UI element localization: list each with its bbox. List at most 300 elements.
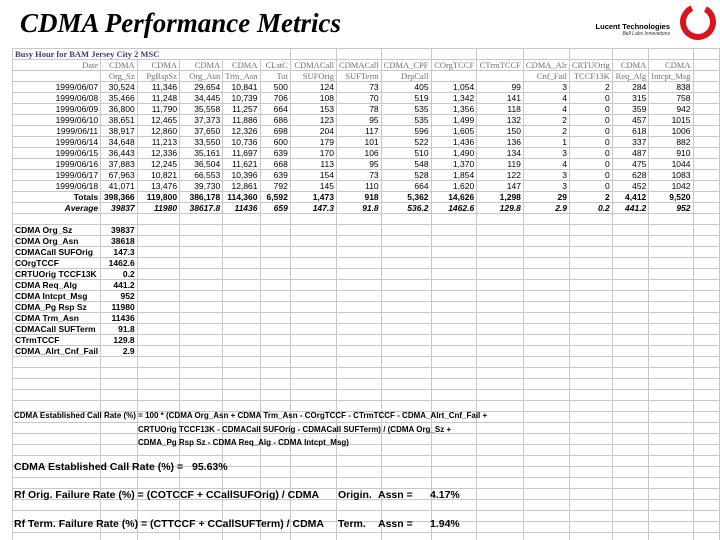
empty-cell (13, 390, 101, 401)
empty-cell (612, 324, 649, 335)
table-cell: 522 (381, 137, 431, 148)
empty-cell (381, 280, 431, 291)
empty-cell (381, 313, 431, 324)
empty-cell (101, 434, 138, 445)
table-cell: 10,736 (223, 137, 260, 148)
table-cell: 1999/06/09 (13, 104, 101, 115)
empty-cell (13, 445, 101, 456)
table-cell: 11,697 (223, 148, 260, 159)
empty-cell (381, 390, 431, 401)
empty-cell (523, 49, 569, 60)
totals-cell: 6,592 (260, 192, 290, 203)
empty-cell (570, 247, 613, 258)
empty-cell (381, 302, 431, 313)
summary-label: CDMA Org_Sz (13, 225, 101, 236)
empty-cell (693, 247, 720, 258)
empty-cell (336, 401, 381, 412)
empty-cell (180, 214, 223, 225)
column-header: Org_Asn (180, 71, 223, 82)
totals-cell: 9,520 (649, 192, 693, 203)
empty-cell (693, 511, 720, 522)
empty-cell (260, 467, 290, 478)
empty-cell (137, 258, 179, 269)
empty-cell (523, 368, 569, 379)
empty-cell (570, 335, 613, 346)
empty-cell (477, 401, 524, 412)
empty-cell (180, 280, 223, 291)
empty-cell (180, 478, 223, 489)
empty-cell (570, 522, 613, 533)
empty-cell (223, 247, 260, 258)
table-cell: 596 (381, 126, 431, 137)
empty-cell (649, 225, 693, 236)
table-cell: 2 (523, 115, 569, 126)
empty-cell (137, 291, 179, 302)
empty-cell (290, 49, 336, 60)
empty-cell (137, 533, 179, 540)
empty-cell (137, 236, 179, 247)
summary-label: CRTUOrig TCCF13K (13, 269, 101, 280)
table-cell: 38,651 (101, 115, 138, 126)
summary-value: 0.2 (101, 269, 138, 280)
empty-cell (13, 357, 101, 368)
blank-row (13, 445, 720, 456)
empty-cell (13, 500, 101, 511)
empty-cell (693, 456, 720, 467)
empty-cell (381, 291, 431, 302)
column-header (13, 71, 101, 82)
empty-cell (381, 401, 431, 412)
summary-label: CDMA Org_Asn (13, 236, 101, 247)
empty-cell (693, 280, 720, 291)
empty-cell (612, 423, 649, 434)
table-cell: 3 (523, 82, 569, 93)
empty-cell (223, 225, 260, 236)
empty-cell (336, 280, 381, 291)
table-cell: 10,841 (223, 82, 260, 93)
empty-cell (381, 368, 431, 379)
empty-cell (381, 445, 431, 456)
empty-cell (336, 49, 381, 60)
empty-cell (223, 302, 260, 313)
empty-cell (260, 390, 290, 401)
empty-cell (523, 236, 569, 247)
table-cell: 73 (336, 170, 381, 181)
empty-cell (570, 434, 613, 445)
table-cell: 95 (336, 115, 381, 126)
empty-cell (180, 335, 223, 346)
empty-cell (336, 291, 381, 302)
empty-cell (336, 456, 381, 467)
empty-cell (477, 434, 524, 445)
column-header: CRTUOrig (570, 60, 613, 71)
empty-cell (570, 214, 613, 225)
empty-cell (570, 346, 613, 357)
empty-cell (260, 280, 290, 291)
empty-cell (693, 313, 720, 324)
column-header: TCCF13K (570, 71, 613, 82)
table-cell: 3 (523, 181, 569, 192)
average-cell: 441.2 (612, 203, 649, 214)
empty-cell (570, 401, 613, 412)
table-cell: 70 (336, 93, 381, 104)
empty-cell (570, 379, 613, 390)
table-row (13, 82, 720, 93)
empty-cell (381, 357, 431, 368)
table-cell: 11,346 (137, 82, 179, 93)
blank-row (13, 214, 720, 225)
empty-cell (431, 401, 477, 412)
blank-row (13, 379, 720, 390)
empty-cell (431, 533, 477, 540)
table-cell: 3 (523, 148, 569, 159)
empty-cell (137, 247, 179, 258)
empty-cell (523, 401, 569, 412)
table-cell: 0 (570, 159, 613, 170)
table-cell: 170 (290, 148, 336, 159)
empty-cell (570, 456, 613, 467)
empty-cell (223, 357, 260, 368)
empty-cell (431, 269, 477, 280)
empty-cell (137, 401, 179, 412)
empty-cell (180, 390, 223, 401)
empty-cell (612, 533, 649, 540)
summary-value: 952 (101, 291, 138, 302)
table-cell: 34,648 (101, 137, 138, 148)
empty-cell (693, 148, 720, 159)
table-cell: 37,650 (180, 126, 223, 137)
empty-cell (649, 258, 693, 269)
empty-cell (431, 478, 477, 489)
table-cell: 12,326 (223, 126, 260, 137)
column-header: Org_Sz (101, 71, 138, 82)
table-row (13, 148, 720, 159)
empty-cell (13, 214, 101, 225)
empty-cell (523, 379, 569, 390)
empty-cell (223, 214, 260, 225)
totals-cell: 14,626 (431, 192, 477, 203)
table-cell: 337 (612, 137, 649, 148)
table-cell: 910 (649, 148, 693, 159)
empty-cell (570, 412, 613, 423)
empty-cell (180, 258, 223, 269)
table-cell: 1,436 (431, 137, 477, 148)
average-cell: Average (13, 203, 101, 214)
summary-label: CTrmTCCF (13, 335, 101, 346)
table-cell: 1999/06/14 (13, 137, 101, 148)
empty-cell (612, 357, 649, 368)
table-cell: 99 (477, 82, 524, 93)
empty-cell (570, 478, 613, 489)
table-cell: 706 (260, 93, 290, 104)
empty-cell (612, 280, 649, 291)
column-header: SUFOrig (290, 71, 336, 82)
empty-cell (431, 456, 477, 467)
empty-cell (431, 280, 477, 291)
table-cell: 38,917 (101, 126, 138, 137)
table-cell: 664 (381, 181, 431, 192)
empty-cell (693, 203, 720, 214)
empty-cell (649, 445, 693, 456)
empty-cell (693, 71, 720, 82)
summary-row (13, 225, 720, 236)
empty-cell (649, 302, 693, 313)
empty-cell (612, 445, 649, 456)
empty-cell (180, 247, 223, 258)
table-cell: 838 (649, 82, 693, 93)
table-cell: 78 (336, 104, 381, 115)
column-header: PgRspSz (137, 71, 179, 82)
empty-cell (523, 302, 569, 313)
empty-cell (101, 423, 138, 434)
empty-cell (431, 390, 477, 401)
empty-cell (101, 390, 138, 401)
empty-cell (431, 434, 477, 445)
empty-cell (570, 467, 613, 478)
column-header: CDMACall (336, 60, 381, 71)
empty-cell (180, 357, 223, 368)
average-cell: 1462.6 (431, 203, 477, 214)
empty-cell (477, 225, 524, 236)
table-cell: 3 (523, 170, 569, 181)
empty-cell (477, 390, 524, 401)
empty-cell (649, 280, 693, 291)
empty-cell (101, 478, 138, 489)
empty-cell (649, 423, 693, 434)
empty-cell (570, 291, 613, 302)
empty-cell (381, 214, 431, 225)
table-cell: 284 (612, 82, 649, 93)
empty-cell (13, 379, 101, 390)
empty-cell (649, 313, 693, 324)
empty-cell (693, 258, 720, 269)
table-cell: 37,883 (101, 159, 138, 170)
table-cell: 1,356 (431, 104, 477, 115)
empty-cell (693, 302, 720, 313)
empty-cell (431, 335, 477, 346)
empty-cell (101, 401, 138, 412)
empty-cell (223, 324, 260, 335)
table-cell: 41,071 (101, 181, 138, 192)
empty-cell (523, 357, 569, 368)
table-cell: 359 (612, 104, 649, 115)
empty-cell (570, 533, 613, 540)
empty-cell (649, 434, 693, 445)
summary-row (13, 291, 720, 302)
empty-cell (336, 533, 381, 540)
empty-cell (260, 357, 290, 368)
empty-cell (223, 335, 260, 346)
empty-cell (381, 346, 431, 357)
table-cell: 34,445 (180, 93, 223, 104)
empty-cell (649, 467, 693, 478)
table-cell: 147 (477, 181, 524, 192)
empty-cell (180, 401, 223, 412)
empty-cell (290, 291, 336, 302)
empty-cell (570, 357, 613, 368)
column-header: CDMA (180, 60, 223, 71)
table-cell: 113 (290, 159, 336, 170)
column-header: SUFTerm (336, 71, 381, 82)
empty-cell (290, 225, 336, 236)
empty-cell (477, 302, 524, 313)
summary-value: 39837 (101, 225, 138, 236)
table-cell: 1999/06/10 (13, 115, 101, 126)
empty-cell (381, 324, 431, 335)
empty-cell (431, 258, 477, 269)
blank-row (13, 478, 720, 489)
empty-cell (381, 500, 431, 511)
summary-value: 91.8 (101, 324, 138, 335)
empty-cell (523, 291, 569, 302)
empty-cell (570, 269, 613, 280)
empty-cell (260, 346, 290, 357)
formula-line-3: CDMA_Pg Rsp Sz - CDMA Req_Alg - CDMA Intcpt_Msg) (138, 438, 349, 447)
empty-cell (381, 478, 431, 489)
summary-row (13, 335, 720, 346)
empty-cell (223, 478, 260, 489)
table-cell: 628 (612, 170, 649, 181)
table-row (13, 104, 720, 115)
empty-cell (431, 324, 477, 335)
table-cell: 0 (570, 126, 613, 137)
table-row (13, 93, 720, 104)
table-cell: 35,558 (180, 104, 223, 115)
empty-cell (523, 511, 569, 522)
totals-cell: 2 (570, 192, 613, 203)
empty-cell (336, 357, 381, 368)
empty-cell (612, 291, 649, 302)
empty-cell (693, 93, 720, 104)
column-header: Intcpt_Msg (649, 71, 693, 82)
column-header: CDMA_CPF (381, 60, 431, 71)
empty-cell (290, 280, 336, 291)
table-cell: 535 (381, 104, 431, 115)
table-caption: Busy Hour for BAM Jersey City 2 MSC (13, 49, 291, 60)
empty-cell (612, 401, 649, 412)
empty-cell (523, 500, 569, 511)
table-cell: 141 (477, 93, 524, 104)
empty-cell (260, 379, 290, 390)
table-cell: 0 (570, 170, 613, 181)
column-header: CTrmTCCF (477, 60, 524, 71)
empty-cell (649, 269, 693, 280)
empty-cell (649, 390, 693, 401)
blank-row (13, 401, 720, 412)
empty-cell (570, 225, 613, 236)
empty-cell (523, 335, 569, 346)
empty-cell (693, 115, 720, 126)
empty-cell (612, 236, 649, 247)
empty-cell (137, 346, 179, 357)
empty-cell (477, 335, 524, 346)
empty-cell (336, 269, 381, 280)
empty-cell (612, 467, 649, 478)
empty-cell (612, 522, 649, 533)
empty-cell (477, 313, 524, 324)
summary-value: 441.2 (101, 280, 138, 291)
table-cell: 882 (649, 137, 693, 148)
empty-cell (180, 225, 223, 236)
empty-cell (570, 236, 613, 247)
empty-cell (570, 280, 613, 291)
empty-cell (477, 280, 524, 291)
empty-cell (612, 313, 649, 324)
orig-failure-value: 4.17% (430, 489, 460, 501)
average-cell: 536.2 (381, 203, 431, 214)
lucent-ring-logo-icon (678, 2, 718, 42)
empty-cell (693, 390, 720, 401)
summary-row (13, 258, 720, 269)
table-cell: 1,605 (431, 126, 477, 137)
table-cell: 1,490 (431, 148, 477, 159)
empty-cell (223, 390, 260, 401)
empty-cell (693, 225, 720, 236)
empty-cell (180, 368, 223, 379)
empty-cell (477, 258, 524, 269)
empty-cell (612, 49, 649, 60)
table-cell: 457 (612, 115, 649, 126)
empty-cell (693, 236, 720, 247)
empty-cell (612, 335, 649, 346)
column-header: Trm_Asn (223, 71, 260, 82)
empty-cell (290, 379, 336, 390)
empty-cell (260, 302, 290, 313)
empty-cell (137, 313, 179, 324)
empty-cell (137, 269, 179, 280)
empty-cell (477, 456, 524, 467)
empty-cell (223, 236, 260, 247)
empty-cell (260, 368, 290, 379)
empty-cell (649, 511, 693, 522)
totals-cell: 114,360 (223, 192, 260, 203)
empty-cell (260, 236, 290, 247)
empty-cell (431, 379, 477, 390)
table-cell: 153 (290, 104, 336, 115)
table-cell: 1999/06/16 (13, 159, 101, 170)
empty-cell (431, 225, 477, 236)
empty-cell (180, 269, 223, 280)
empty-cell (693, 533, 720, 540)
table-cell: 101 (336, 137, 381, 148)
empty-cell (523, 467, 569, 478)
table-cell: 0 (570, 148, 613, 159)
empty-cell (693, 379, 720, 390)
empty-cell (612, 412, 649, 423)
empty-cell (101, 379, 138, 390)
average-cell: 39837 (101, 203, 138, 214)
table-cell: 639 (260, 148, 290, 159)
empty-cell (612, 225, 649, 236)
empty-cell (431, 445, 477, 456)
table-cell: 11,621 (223, 159, 260, 170)
empty-cell (290, 500, 336, 511)
table-cell: 12,465 (137, 115, 179, 126)
empty-cell (612, 511, 649, 522)
table-cell: 11,886 (223, 115, 260, 126)
table-cell: 315 (612, 93, 649, 104)
totals-cell: 1,298 (477, 192, 524, 203)
empty-cell (180, 313, 223, 324)
table-cell: 136 (477, 137, 524, 148)
empty-cell (431, 214, 477, 225)
summary-label: CDMA_Alrt_Cnf_Fail (13, 346, 101, 357)
empty-cell (381, 467, 431, 478)
table-cell: 145 (290, 181, 336, 192)
empty-cell (523, 313, 569, 324)
empty-cell (223, 379, 260, 390)
empty-cell (223, 280, 260, 291)
